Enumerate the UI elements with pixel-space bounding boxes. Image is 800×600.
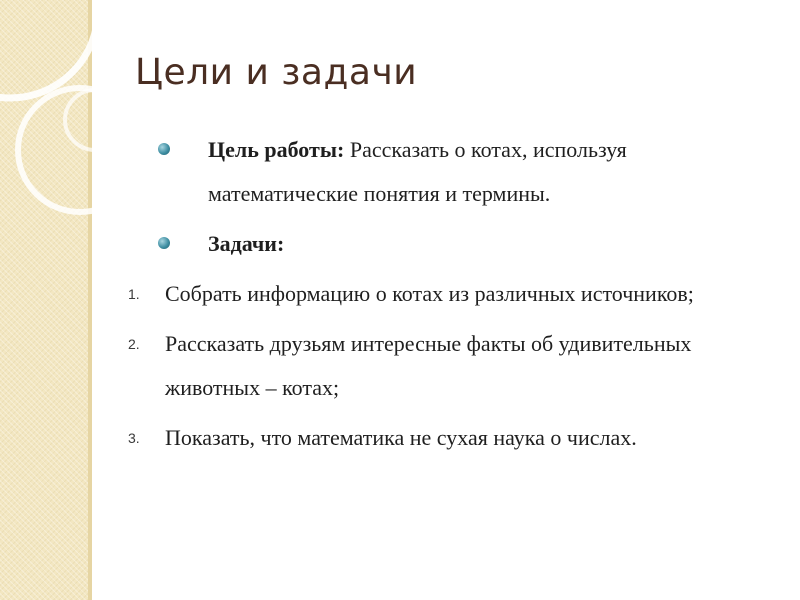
task-text: Собрать информацию о котах из различных источников; [165,281,694,306]
bullet-item-goal [120,128,770,216]
bullet-dot-icon [158,237,170,249]
bullet-label: Цель работы: [208,137,345,162]
task-text: Показать, что математика не сухая наука о числах. [165,425,637,450]
task-item-2 [120,322,770,410]
task-item-1 [120,272,770,316]
slide-title: Цели и задачи [135,52,418,93]
task-item-3 [120,416,770,460]
bullet-item-tasks [120,222,770,266]
bullet-dot-icon [158,143,170,155]
bullet-label: Задачи: [208,231,285,256]
task-number: 3. [128,430,140,446]
bullet-text: Рассказать о котах, используя математические понятия и термины. [208,137,627,206]
decorative-rings-icon [0,0,140,240]
task-number: 1. [128,286,140,302]
task-text: Рассказать друзьям интересные факты об удивительных животных – котах; [165,331,692,400]
task-number: 2. [128,336,140,352]
slide-content [120,128,770,466]
